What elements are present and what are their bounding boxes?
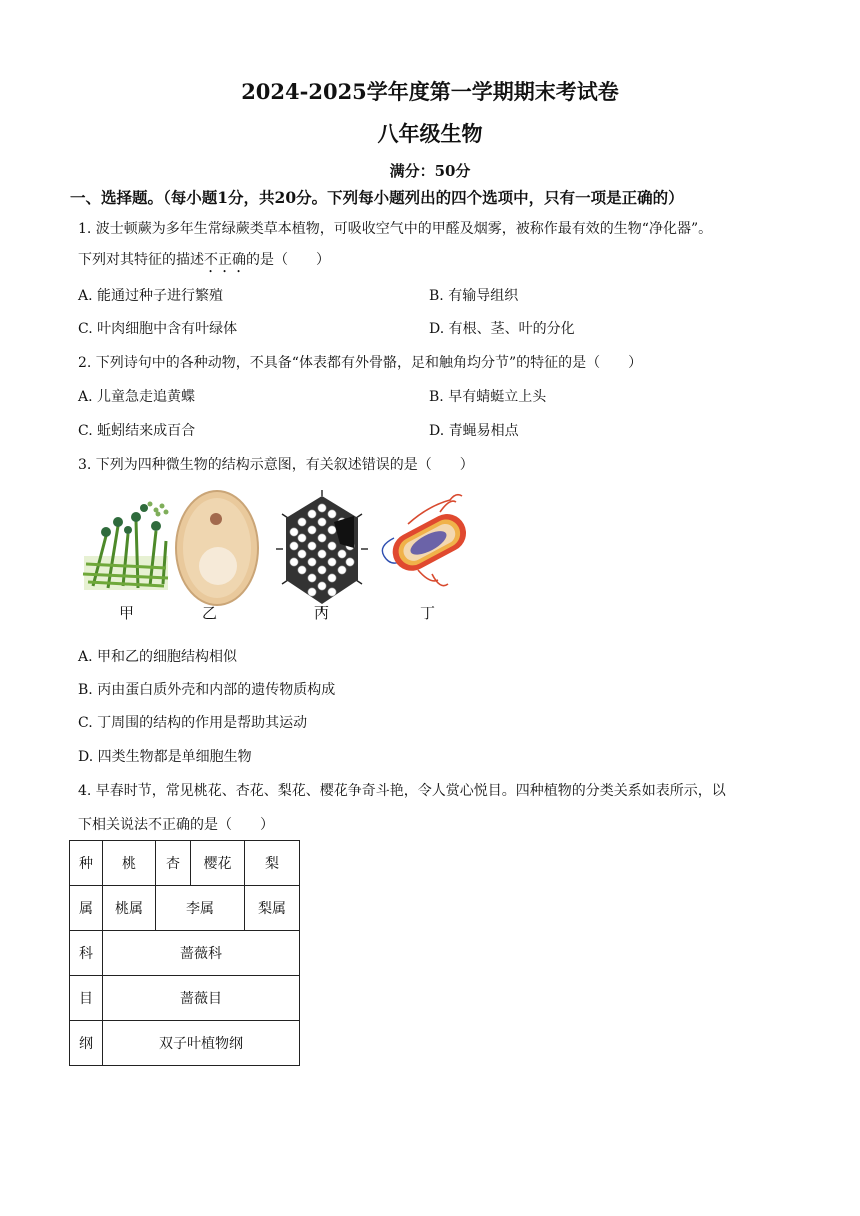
q4-stem-line1: 4. 早春时节，常见桃花、杏花、梨花、樱花争奇斗艳，令人赏心悦目。四种植物的分类关系如表所示，以 <box>78 783 726 799</box>
genus-cell: 桃属 <box>103 886 156 931</box>
figure-label-ding: 丁 <box>420 604 436 622</box>
figure-label-bing: 丙 <box>314 604 330 622</box>
q2-option-a: A. 儿童急走追黄蝶 <box>78 389 196 405</box>
q2-option-b: B. 早有蜻蜓立上头 <box>429 389 547 405</box>
q1-option-a: A. 能通过种子进行繁殖 <box>78 288 224 304</box>
q3-option-b: B. 丙由蛋白质外壳和内部的遗传物质构成 <box>78 682 336 698</box>
rank-cell: 目 <box>70 976 103 1021</box>
genus-cell: 李属 <box>156 886 245 931</box>
figure-label-yi: 乙 <box>202 604 218 622</box>
class-cell: 双子叶植物纲 <box>103 1021 300 1066</box>
figure-label-jia: 甲 <box>119 604 135 622</box>
species-cell: 桃 <box>103 841 156 886</box>
q3-option-d: D. 四类生物都是单细胞生物 <box>78 749 252 765</box>
q1-stem-post: 的是（ ） <box>246 252 330 268</box>
q1-option-d: D. 有根、茎、叶的分化 <box>429 321 575 337</box>
q4-stem-line2: 下相关说法不正确的是（ ） <box>78 817 274 833</box>
q1-stem-pre: 下列对其特征的描述 <box>78 252 204 268</box>
table-row-order <box>70 976 300 1021</box>
rank-cell: 纲 <box>70 1021 103 1066</box>
family-cell: 蔷薇科 <box>103 931 300 976</box>
table-row-class <box>70 1021 300 1066</box>
q1-option-b: B. 有输导组织 <box>429 288 519 304</box>
q1-stem-line1: 1. 波士顿蕨为多年生常绿蕨类草本植物，可吸收空气中的甲醛及烟雾，被称作最有效的生物“净化器”。 <box>78 221 713 237</box>
exam-title: 2024-2025学年度第一学期期末考试卷 <box>241 79 619 104</box>
q3-stem: 3. 下列为四种微生物的结构示意图，有关叙述错误的是（ ） <box>78 457 474 473</box>
rank-cell: 种 <box>70 841 103 886</box>
species-cell: 樱花 <box>191 841 245 886</box>
mold-illustration <box>83 502 169 591</box>
bacterium-illustration <box>382 495 472 586</box>
yeast-illustration <box>176 491 258 605</box>
table-row-species <box>70 841 300 886</box>
q2-stem: 2. 下列诗句中的各种动物，不具备“体表都有外骨骼，足和触角均分节”的特征的是（ ） <box>78 355 643 371</box>
species-cell: 梨 <box>245 841 300 886</box>
table-row-family <box>70 931 300 976</box>
rank-cell: 科 <box>70 931 103 976</box>
exam-subject: 八年级生物 <box>377 121 483 146</box>
genus-cell: 梨属 <box>245 886 300 931</box>
q3-option-c: C. 丁周围的结构的作用是帮助其运动 <box>78 715 308 731</box>
classification-table <box>69 840 300 1066</box>
q2-option-d: D. 青蝇易相点 <box>429 423 519 439</box>
section-heading: 一、选择题。（每小题1分，共20分。下列每小题列出的四个选项中，只有一项是正确的） <box>70 188 684 207</box>
q1-option-c: C. 叶肉细胞中含有叶绿体 <box>78 321 238 337</box>
q3-option-a: A. 甲和乙的细胞结构相似 <box>78 649 238 665</box>
species-cell: 杏 <box>156 841 191 886</box>
q1-stem-line2 <box>78 249 330 276</box>
table-row-genus <box>70 886 300 931</box>
q2-option-c: C. 蚯蚓结来成百合 <box>78 423 196 439</box>
virus-illustration <box>276 490 368 612</box>
order-cell: 蔷薇目 <box>103 976 300 1021</box>
exam-score: 满分：50分 <box>389 162 471 180</box>
q1-stem-emphasis: 不正确 <box>204 252 246 268</box>
rank-cell: 属 <box>70 886 103 931</box>
